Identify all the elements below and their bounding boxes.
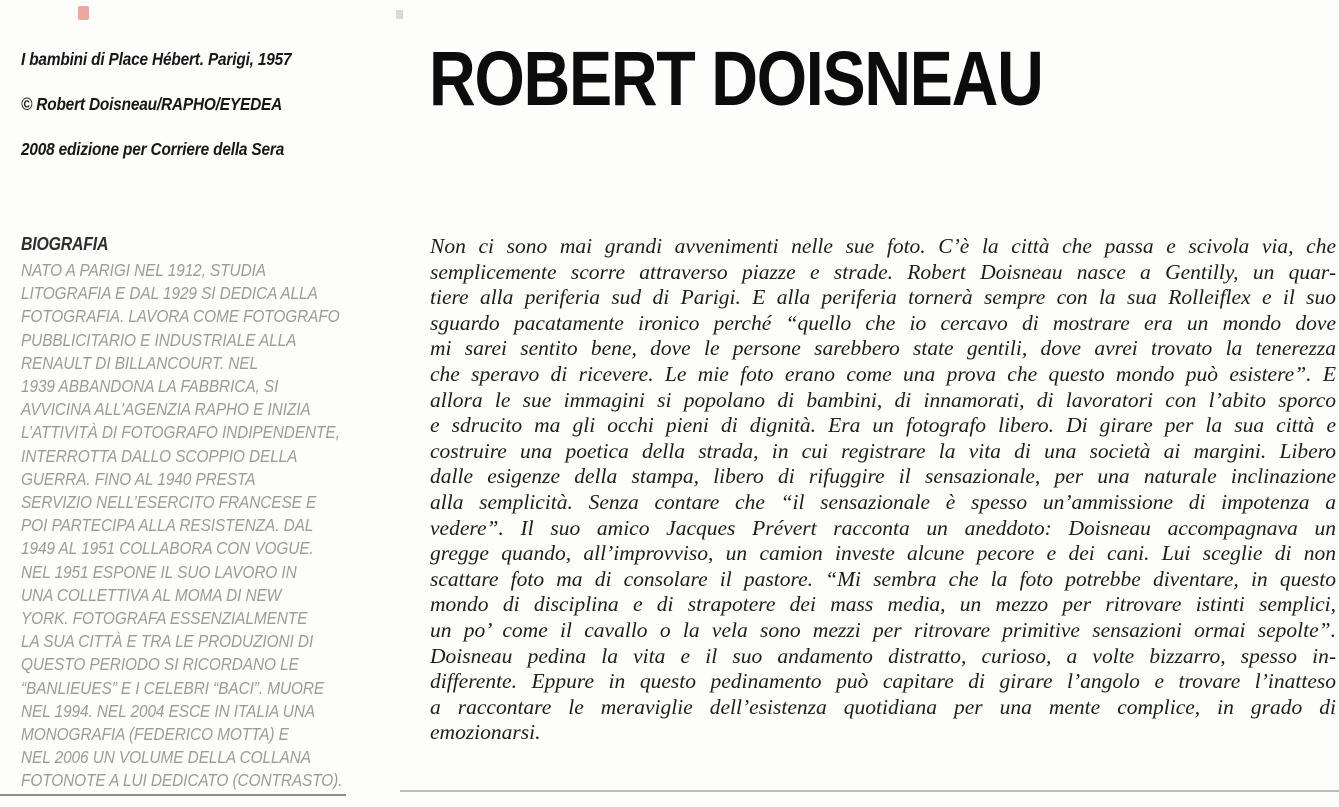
photo-caption <box>21 48 401 183</box>
photo-caption-line: I bambini di Place Hébert. Parigi, 1957 <box>21 49 292 69</box>
biography-line: INTERROTTA DALLO SCOPPIO DELLA <box>21 445 298 466</box>
biography-line: “BANLIEUES” E I CELEBRI “BACI”. MUORE <box>21 677 325 698</box>
biography-line: NEL 2006 UN VOLUME DELLA COLLANA <box>21 747 311 768</box>
article-body-line: scattare foto ma di consolare il pastore. “Mi sembra che la foto potrebbe diventare, in questo <box>430 566 1336 591</box>
article-body-line: a raccontare le meraviglie dell’esistenza quotidiana per una mente complice, in grado di <box>430 694 1336 719</box>
article-body-line: che speravo di ricevere. Le mie foto erano come una prova che questo mondo può esistere”. E <box>430 361 1336 386</box>
biography-line: NEL 1951 ESPONE IL SUO LAVORO IN <box>21 561 297 582</box>
photo-caption-line: © Robert Doisneau/RAPHO/EYEDEA <box>21 94 283 114</box>
photo-caption-line: 2008 edizione per Corriere della Sera <box>21 139 285 159</box>
article-body-line: dalle esigenze della stampa, libero di rifuggire il sensazionale, per una naturale inclinazione <box>430 464 1336 489</box>
article-body-line: vedere”. Il suo amico Jacques Prévert racconta un aneddoto: Doisneau accompagnava un <box>430 515 1336 540</box>
biography-line: FOTOGRAFIA. LAVORA COME FOTOGRAFO <box>21 306 340 327</box>
article-title: ROBERT DOISNEAU <box>429 36 1043 122</box>
article-body-line: Doisneau pedina la vita e il suo andamento distratto, curioso, a volte bizzarro, spesso in- <box>430 643 1336 668</box>
biography-heading: BIOGRAFIA <box>21 234 109 254</box>
article-body-line: gregge quando, all’improvviso, un camion investe alcune pecore e dei cani. Lui sceglie di non <box>430 541 1336 566</box>
biography-line: RENAULT DI BILLANCOURT. NEL <box>21 352 258 373</box>
article-body <box>430 234 1336 746</box>
red-scan-mark <box>78 6 89 20</box>
biography-line: AVVICINA ALL’AGENZIA RAPHO E INIZIA <box>21 399 311 420</box>
article-body-line: un po’ come il cavallo o la vela sono mezzi per ritrovare primitive sensazioni ormai sepolte”. <box>430 617 1336 642</box>
biography-line: FOTONOTE A LUI DEDICATO (CONTRASTO). <box>21 770 343 791</box>
article-body-line: differente. Eppure in questo pedinamento può capitare di girare l’angolo e trovare l’inatteso <box>430 669 1336 694</box>
article-body-line: allora le sue immagini si popolano di bambini, di innamorati, di lavoratori con l’abito sporco <box>430 387 1336 412</box>
biography-line: 1939 ABBANDONA LA FABBRICA, SI <box>21 376 279 397</box>
biography-line: LA SUA CITTÀ E TRA LE PRODUZIONI DI <box>21 631 314 652</box>
biography-line: L’ATTIVITÀ DI FOTOGRAFO INDIPENDENTE, <box>21 422 340 443</box>
biography-line: UNA COLLETTIVA AL MOMA DI NEW <box>21 584 282 605</box>
article-body-line: alla semplicità. Senza contare che “il sensazionale è spesso un’ammissione di impotenza a <box>430 489 1336 514</box>
bottom-rule-left <box>0 794 346 796</box>
biography-line: YORK. FOTOGRAFA ESSENZIALMENTE <box>21 608 308 629</box>
article-body-line: e sdrucito ma gli occhi pieni di dignità. Era un fotografo libero. Di girare per la sua città e <box>430 413 1336 438</box>
biography-line: NATO A PARIGI NEL 1912, STUDIA <box>21 260 266 280</box>
article-body-line: tiere alla periferia sud di Parigi. E alla periferia tornerà sempre con la sua Rolleiflex e il suo <box>430 285 1336 310</box>
article-body-line: mondo di disciplina e di strapotere dei mass media, un mezzo per ritrovare istinti semplici, <box>430 592 1336 617</box>
biography-line: NEL 1994. NEL 2004 ESCE IN ITALIA UNA <box>21 700 316 721</box>
biography-text <box>21 259 401 793</box>
article-body-line: Non ci sono mai grandi avvenimenti nelle sue foto. C’è la città che passa e scivola via, che <box>430 234 1336 258</box>
biography-line: LITOGRAFIA E DAL 1929 SI DEDICA ALLA <box>21 283 318 304</box>
biography-line: MONOGRAFIA (FEDERICO MOTTA) E <box>21 724 289 745</box>
article-body-line: costruire una poetica della strada, in cui registrare la vita di una società ai margini. Libero <box>430 438 1336 463</box>
article-body-line: mi sarei sentito bene, dove le persone sarebbero state gentili, dove avrei trovato la tenerezza <box>430 336 1336 361</box>
biography-line: PUBBLICITARIO E INDUSTRIALE ALLA <box>21 329 297 350</box>
biography-line: POI PARTECIPA ALLA RESISTENZA. DAL <box>21 515 314 536</box>
article-body-line: semplicemente scorre attraverso piazze e strade. Robert Doisneau nasce a Gentilly, un quar- <box>430 259 1336 284</box>
biography-line: QUESTO PERIODO SI RICORDANO LE <box>21 654 299 675</box>
gray-scan-artifact <box>396 10 403 19</box>
biography-line: SERVIZIO NELL’ESERCITO FRANCESE E <box>21 492 317 513</box>
biography-line: GUERRA. FINO AL 1940 PRESTA <box>21 468 256 489</box>
article-body-line: emozionarsi. <box>430 720 541 745</box>
biography-section <box>21 232 401 793</box>
biography-line: 1949 AL 1951 COLLABORA CON VOGUE. <box>21 538 314 559</box>
article-body-line: sguardo pacatamente ironico perché “quello che io cercavo di mostrare era un mondo dove <box>430 310 1336 335</box>
bottom-rule-right <box>400 790 1339 792</box>
